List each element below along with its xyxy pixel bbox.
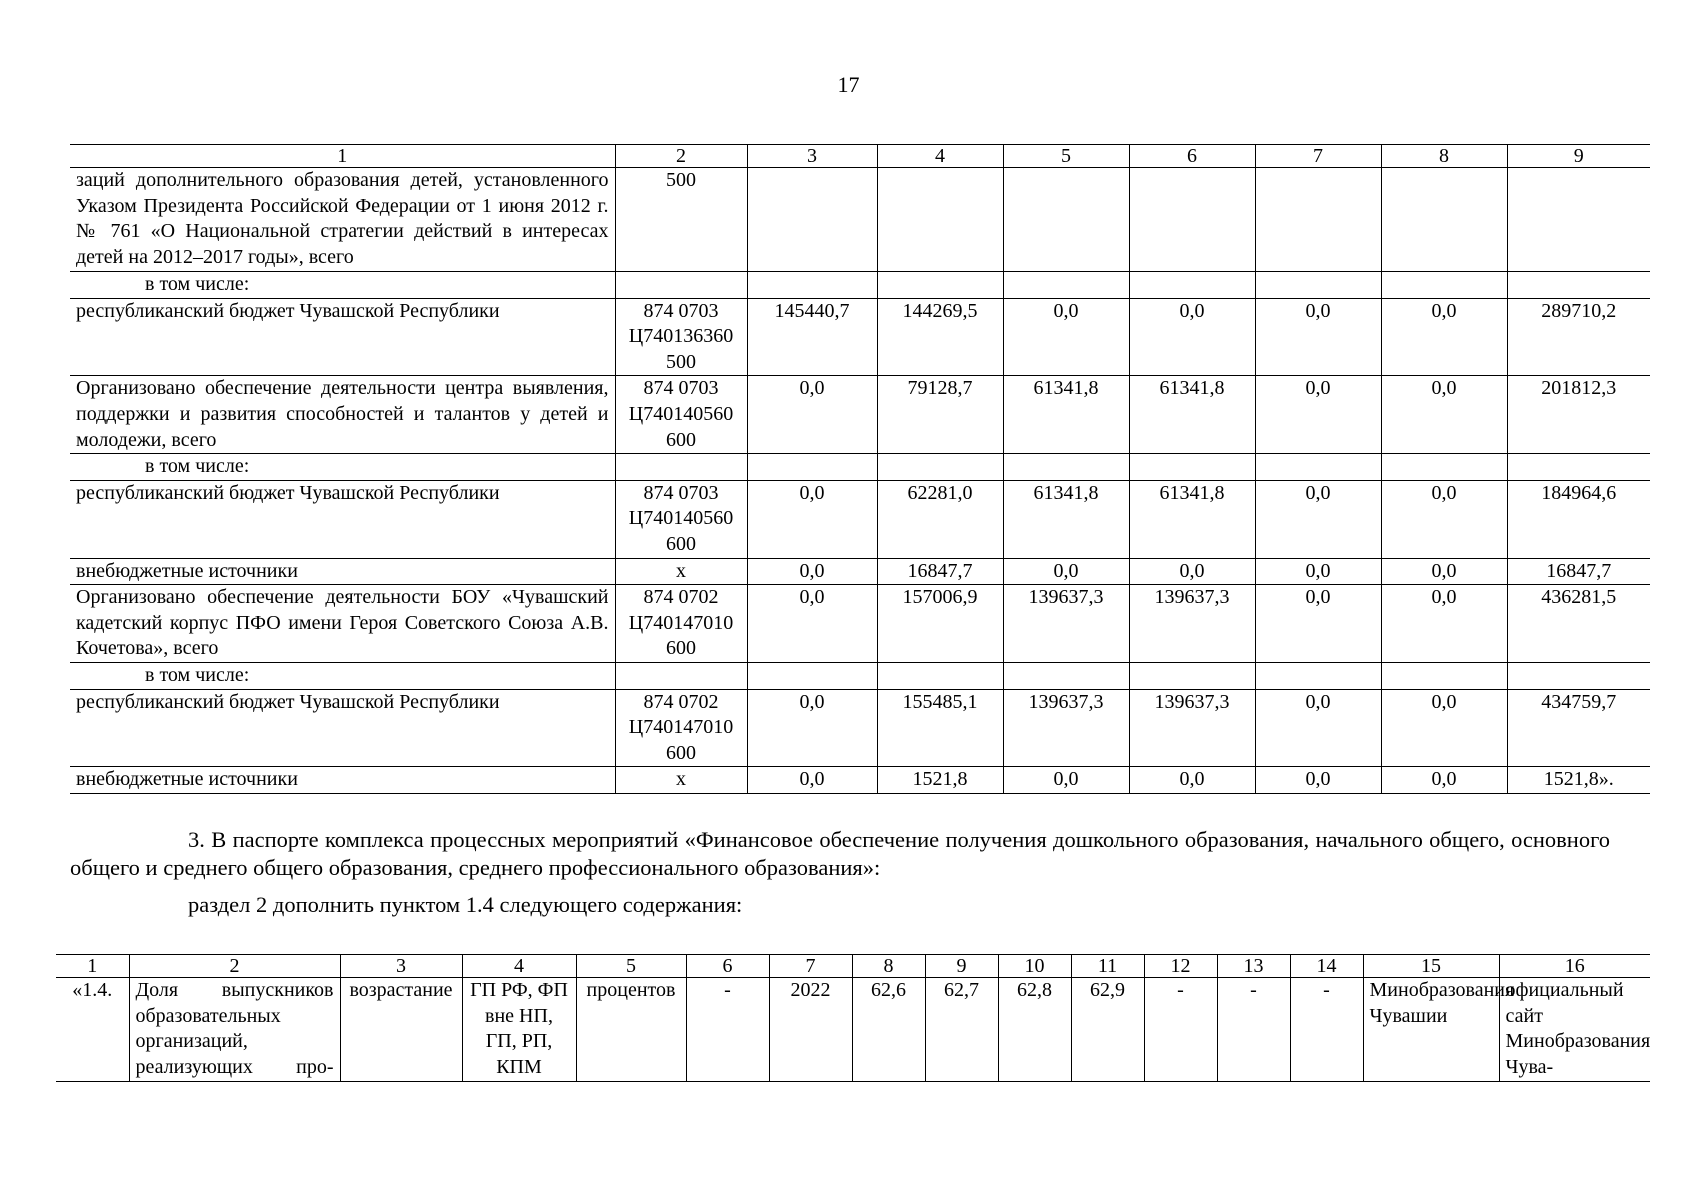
value-cell: 0,0 xyxy=(1129,558,1255,585)
total-cell xyxy=(1507,168,1650,272)
value-cell: 0,0 xyxy=(1255,767,1381,794)
value-cell: 139637,3 xyxy=(1003,585,1129,663)
value-cell xyxy=(877,168,1003,272)
value-cell xyxy=(1129,168,1255,272)
value-cell: - xyxy=(686,978,769,1082)
budget-code: 874 0703 Ц740140560 600 xyxy=(615,480,747,558)
row-description: внебюджетные источники xyxy=(70,767,615,794)
budget-code: 500 xyxy=(615,168,747,272)
table-row xyxy=(70,272,1650,299)
total-cell xyxy=(1507,272,1650,299)
header-cell: 1 xyxy=(70,145,615,168)
value-cell xyxy=(1381,272,1507,299)
value-cell xyxy=(877,272,1003,299)
value-cell xyxy=(1003,454,1129,481)
row-description: в том числе: xyxy=(70,662,615,689)
header-cell: 10 xyxy=(998,955,1071,978)
budget-code: 874 0702 Ц740147010 600 xyxy=(615,585,747,663)
value-cell xyxy=(1381,454,1507,481)
value-cell: 0,0 xyxy=(1255,585,1381,663)
row-description: заций дополнительного образования детей, установленного Указом Президента Российской Федерации от 1 июня 2012 г. № 761 «О Национальной стратегии действий в интересах детей на 2012–2017 годы», всего xyxy=(70,168,615,272)
header-cell: 14 xyxy=(1290,955,1363,978)
table-header-row xyxy=(56,955,1650,978)
value-cell: 0,0 xyxy=(1255,558,1381,585)
value-cell xyxy=(1003,272,1129,299)
table-row xyxy=(70,767,1650,794)
value-cell xyxy=(877,662,1003,689)
header-cell: 3 xyxy=(340,955,462,978)
budget-code: х xyxy=(615,558,747,585)
header-cell: 2 xyxy=(615,145,747,168)
value-cell xyxy=(1255,662,1381,689)
source-cell: официальный сайт Минобразования Чува- xyxy=(1499,978,1650,1082)
value-cell: 62,7 xyxy=(925,978,998,1082)
table-row xyxy=(70,480,1650,558)
budget-code: 874 0703 Ц740136360 500 xyxy=(615,298,747,376)
row-description: Организовано обеспечение деятельности БОУ «Чувашский кадетский корпус ПФО имени Героя Советского Союза А.В. Кочетова», всего xyxy=(70,585,615,663)
value-cell: 1521,8 xyxy=(877,767,1003,794)
header-cell: 9 xyxy=(1507,145,1650,168)
value-cell: 0,0 xyxy=(747,376,877,454)
table-row xyxy=(70,558,1650,585)
value-cell: 61341,8 xyxy=(1129,376,1255,454)
value-cell: 139637,3 xyxy=(1129,689,1255,767)
value-cell: 0,0 xyxy=(1381,376,1507,454)
value-cell: 0,0 xyxy=(747,767,877,794)
table-row xyxy=(70,168,1650,272)
value-cell: 62,6 xyxy=(852,978,925,1082)
value-cell: 79128,7 xyxy=(877,376,1003,454)
header-cell: 3 xyxy=(747,145,877,168)
unit-cell: процентов xyxy=(576,978,686,1082)
value-cell: 0,0 xyxy=(1003,767,1129,794)
value-cell: 61341,8 xyxy=(1129,480,1255,558)
value-cell: 157006,9 xyxy=(877,585,1003,663)
total-cell: 436281,5 xyxy=(1507,585,1650,663)
indicator-table xyxy=(56,954,1650,1082)
value-cell xyxy=(1381,168,1507,272)
header-cell: 11 xyxy=(1071,955,1144,978)
budget-code: 874 0702 Ц740147010 600 xyxy=(615,689,747,767)
row-description: в том числе: xyxy=(70,454,615,481)
value-cell: 0,0 xyxy=(747,689,877,767)
header-cell: 6 xyxy=(1129,145,1255,168)
budget-code: 874 0703 Ц740140560 600 xyxy=(615,376,747,454)
budget-code xyxy=(615,272,747,299)
value-cell: 0,0 xyxy=(747,558,877,585)
header-cell: 8 xyxy=(852,955,925,978)
budget-code xyxy=(615,662,747,689)
value-cell: - xyxy=(1144,978,1217,1082)
value-cell: 0,0 xyxy=(1255,298,1381,376)
value-cell: 0,0 xyxy=(747,585,877,663)
table-row xyxy=(70,454,1650,481)
value-cell xyxy=(877,454,1003,481)
row-description: в том числе: xyxy=(70,272,615,299)
trend-cell: возрастание xyxy=(340,978,462,1082)
value-cell xyxy=(747,662,877,689)
value-cell: 0,0 xyxy=(1381,480,1507,558)
value-cell xyxy=(1255,272,1381,299)
value-cell: 0,0 xyxy=(1381,767,1507,794)
table-row xyxy=(70,585,1650,663)
value-cell: 62,9 xyxy=(1071,978,1144,1082)
header-cell: 8 xyxy=(1381,145,1507,168)
value-cell xyxy=(1255,454,1381,481)
total-cell xyxy=(1507,454,1650,481)
table-row xyxy=(70,662,1650,689)
value-cell: 0,0 xyxy=(1003,298,1129,376)
value-cell: 0,0 xyxy=(1255,689,1381,767)
total-cell: 434759,7 xyxy=(1507,689,1650,767)
value-cell: 144269,5 xyxy=(877,298,1003,376)
value-cell: 61341,8 xyxy=(1003,480,1129,558)
item-number: «1.4. xyxy=(56,978,129,1082)
value-cell xyxy=(747,454,877,481)
header-cell: 16 xyxy=(1499,955,1650,978)
table-row xyxy=(56,978,1650,1082)
value-cell: 62,8 xyxy=(998,978,1071,1082)
value-cell: 0,0 xyxy=(1129,767,1255,794)
value-cell: 0,0 xyxy=(1003,558,1129,585)
header-cell: 12 xyxy=(1144,955,1217,978)
table-row xyxy=(70,298,1650,376)
header-cell: 5 xyxy=(576,955,686,978)
value-cell: 0,0 xyxy=(1255,376,1381,454)
value-cell xyxy=(1129,454,1255,481)
row-description: республиканский бюджет Чувашской Республики xyxy=(70,689,615,767)
base-year-cell: 2022 xyxy=(769,978,852,1082)
paragraph-addition: раздел 2 дополнить пунктом 1.4 следующего содержания: xyxy=(188,892,743,917)
value-cell: 16847,7 xyxy=(877,558,1003,585)
funding-table xyxy=(70,144,1650,794)
value-cell: - xyxy=(1290,978,1363,1082)
value-cell xyxy=(1003,168,1129,272)
total-cell: 1521,8». xyxy=(1507,767,1650,794)
total-cell: 289710,2 xyxy=(1507,298,1650,376)
table-row xyxy=(70,689,1650,767)
header-cell: 4 xyxy=(877,145,1003,168)
value-cell: 155485,1 xyxy=(877,689,1003,767)
paragraph-section-3: 3. В паспорте комплекса процессных мероприятий «Финансовое обеспечение получения дошкольного образования, начального общего, основного общего и среднего общего образования, среднего профессионального образования»: xyxy=(70,827,1610,880)
value-cell xyxy=(1381,662,1507,689)
header-cell: 4 xyxy=(462,955,576,978)
value-cell: 62281,0 xyxy=(877,480,1003,558)
value-cell xyxy=(1003,662,1129,689)
value-cell xyxy=(1129,662,1255,689)
header-cell: 7 xyxy=(1255,145,1381,168)
value-cell: 0,0 xyxy=(1381,558,1507,585)
budget-code xyxy=(615,454,747,481)
header-cell: 15 xyxy=(1363,955,1499,978)
value-cell: 0,0 xyxy=(1129,298,1255,376)
total-cell xyxy=(1507,662,1650,689)
value-cell xyxy=(1255,168,1381,272)
header-cell: 5 xyxy=(1003,145,1129,168)
header-cell: 9 xyxy=(925,955,998,978)
table-row xyxy=(70,376,1650,454)
value-cell: 0,0 xyxy=(1381,585,1507,663)
budget-code: х xyxy=(615,767,747,794)
value-cell: 0,0 xyxy=(1255,480,1381,558)
table-header-row xyxy=(70,145,1650,168)
total-cell: 184964,6 xyxy=(1507,480,1650,558)
value-cell xyxy=(1129,272,1255,299)
row-description: Организовано обеспечение деятельности центра выявления, поддержки и развития способностей и талантов у детей и молодежи, всего xyxy=(70,376,615,454)
total-cell: 16847,7 xyxy=(1507,558,1650,585)
indicator-name: Доля выпускников образовательных организаций, реализующих про- xyxy=(129,978,340,1082)
value-cell: - xyxy=(1217,978,1290,1082)
total-cell: 201812,3 xyxy=(1507,376,1650,454)
row-description: республиканский бюджет Чувашской Республики xyxy=(70,298,615,376)
header-cell: 13 xyxy=(1217,955,1290,978)
row-description: внебюджетные источники xyxy=(70,558,615,585)
value-cell: 139637,3 xyxy=(1129,585,1255,663)
value-cell: 0,0 xyxy=(1381,689,1507,767)
header-cell: 2 xyxy=(129,955,340,978)
responsible-cell: Минобразования Чувашии xyxy=(1363,978,1499,1082)
value-cell: 0,0 xyxy=(1381,298,1507,376)
header-cell: 7 xyxy=(769,955,852,978)
header-cell: 6 xyxy=(686,955,769,978)
program-level-cell: ГП РФ, ФП вне НП, ГП, РП, КПМ xyxy=(462,978,576,1082)
value-cell: 61341,8 xyxy=(1003,376,1129,454)
value-cell xyxy=(747,272,877,299)
value-cell: 0,0 xyxy=(747,480,877,558)
row-description: республиканский бюджет Чувашской Республики xyxy=(70,480,615,558)
value-cell: 145440,7 xyxy=(747,298,877,376)
value-cell xyxy=(747,168,877,272)
value-cell: 139637,3 xyxy=(1003,689,1129,767)
page-number: 17 xyxy=(837,72,860,97)
header-cell: 1 xyxy=(56,955,129,978)
